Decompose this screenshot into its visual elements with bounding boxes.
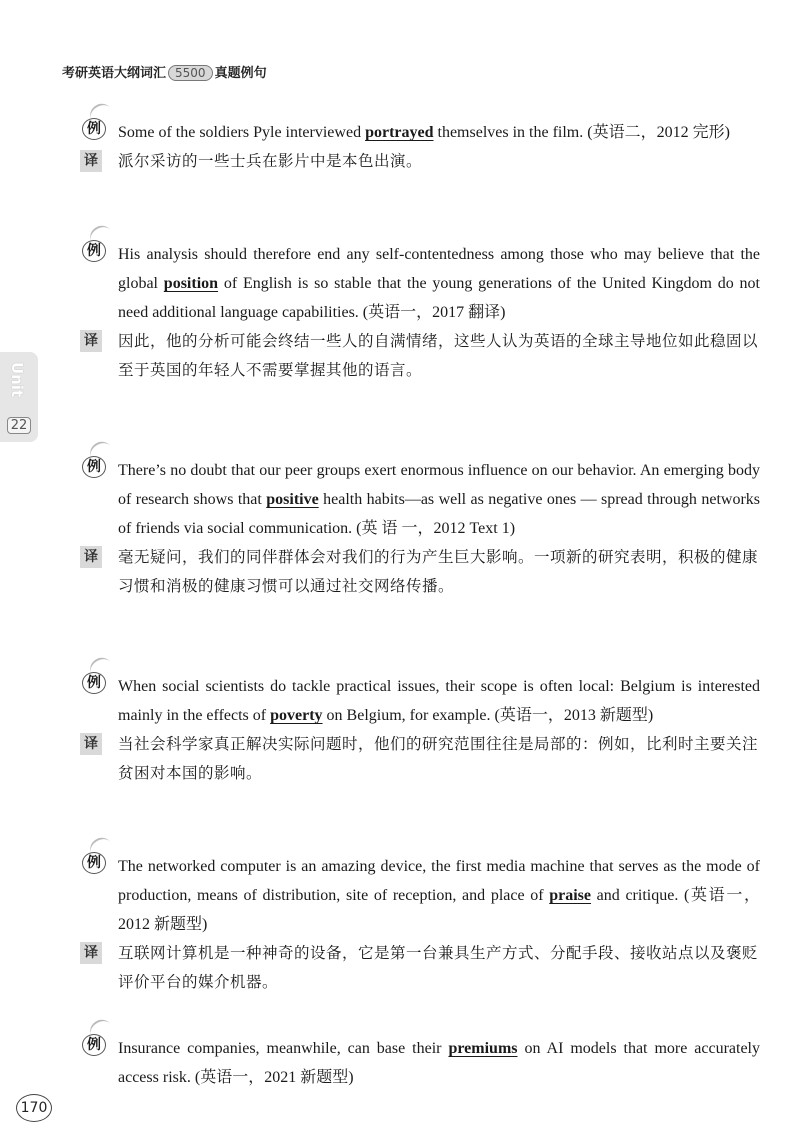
- unit-side-tab: [0, 352, 38, 442]
- translation-row: [80, 543, 760, 601]
- example-entry: [80, 456, 760, 601]
- example-sentence-row: [80, 118, 760, 147]
- keyword: position: [163, 275, 219, 292]
- running-header: [62, 62, 267, 81]
- keyword: premiums: [448, 1040, 518, 1057]
- keyword: poverty: [270, 707, 323, 724]
- translation-marker-icon: 译: [80, 730, 116, 755]
- example-sentence-row: [80, 672, 760, 730]
- example-sentence: [118, 118, 760, 147]
- translation-row: [80, 730, 760, 788]
- example-marker-icon: 例: [80, 456, 116, 482]
- example-text-before: His analysis should therefore end any self-contentedness among those who may believe that the global: [118, 246, 760, 292]
- example-text-after: health habits—as well as negative ones — spread through networks of friends via social communication. (英 语 一，2012 Text 1): [118, 491, 760, 537]
- example-entry: [80, 672, 760, 788]
- example-marker-icon: 例: [80, 672, 116, 698]
- example-text-before: There’s no doubt that our peer groups exert enormous influence on our behavior. An emerging body of research shows that: [118, 462, 760, 508]
- translation-row: [80, 147, 760, 176]
- page-number: 170: [16, 1094, 52, 1122]
- example-text-after: on AI models that more accurately access risk. (英语一，2021 新题型): [118, 1040, 761, 1086]
- example-sentence: [118, 1034, 760, 1092]
- translation-row: [80, 327, 760, 385]
- example-text-before: When social scientists do tackle practical issues, their scope is often local: Belgium is interested mainly in the effects of: [118, 678, 760, 724]
- translation-text: 派尔采访的一些士兵在影片中是本色出演。: [118, 152, 423, 170]
- example-sentence: [118, 672, 760, 730]
- keyword: praise: [549, 887, 592, 904]
- keyword: portrayed: [365, 124, 434, 141]
- example-entry: [80, 240, 760, 385]
- example-sentence-row: [80, 240, 760, 327]
- example-sentence-row: [80, 852, 760, 939]
- example-marker-icon: 例: [80, 1034, 116, 1060]
- example-entry: [80, 852, 760, 997]
- translation-marker-icon: 译: [80, 939, 116, 964]
- example-sentence: [118, 852, 760, 939]
- example-text-before: Some of the soldiers Pyle interviewed: [118, 124, 366, 141]
- example-sentence: [118, 456, 760, 543]
- example-text-after: themselves in the film. (英语二，2012 完形): [433, 124, 730, 141]
- translation-row: [80, 939, 760, 997]
- example-text-after: on Belgium, for example. (英语一，2013 新题型): [322, 707, 654, 724]
- translation-text: 毫无疑问，我们的同伴群体会对我们的行为产生巨大影响。一项新的研究表明，积极的健康习惯和消极的健康习惯可以通过社交网络传播。: [118, 548, 759, 595]
- translation-text: 当社会科学家真正解决实际问题时，他们的研究范围往往是局部的：例如，比利时主要关注贫困对本国的影响。: [118, 735, 759, 782]
- unit-tab-word: Unit: [8, 362, 26, 398]
- example-marker-icon: 例: [80, 240, 116, 266]
- translation-marker-icon: 译: [80, 543, 116, 568]
- header-title-suffix: 真题例句: [214, 66, 267, 81]
- translation-marker-icon: 译: [80, 147, 116, 172]
- keyword: positive: [266, 491, 319, 508]
- example-marker-icon: 例: [80, 118, 116, 144]
- example-text-before: The networked computer is an amazing device, the first media machine that serves as the mode of production, means of distribution, site of reception, and place of: [118, 858, 760, 904]
- unit-tab-number: 22: [7, 417, 32, 434]
- header-count-badge: 5500: [168, 65, 213, 81]
- translation-text: 因此，他的分析可能会终结一些人的自满情绪，这些人认为英语的全球主导地位如此稳固以至于英国的年轻人不需要掌握其他的语言。: [118, 332, 759, 379]
- header-title-prefix: 考研英语大纲词汇: [62, 66, 167, 81]
- example-text-after: of English is so stable that the young generations of the United Kingdom do not need additional language capabilities. (英语一，2017 翻译): [118, 275, 760, 321]
- example-sentence-row: [80, 1034, 760, 1092]
- example-sentence: [118, 240, 760, 327]
- translation-text: 互联网计算机是一种神奇的设备，它是第一台兼具生产方式、分配手段、接收站点以及褒贬评价平台的媒介机器。: [118, 944, 759, 991]
- example-entry: [80, 118, 760, 176]
- example-sentence-row: [80, 456, 760, 543]
- example-text-before: Insurance companies, meanwhile, can base their: [118, 1040, 449, 1057]
- example-marker-icon: 例: [80, 852, 116, 878]
- example-entry: [80, 1034, 760, 1092]
- example-text-after: and critique. (英语一，2012 新题型): [118, 887, 760, 933]
- translation-marker-icon: 译: [80, 327, 116, 352]
